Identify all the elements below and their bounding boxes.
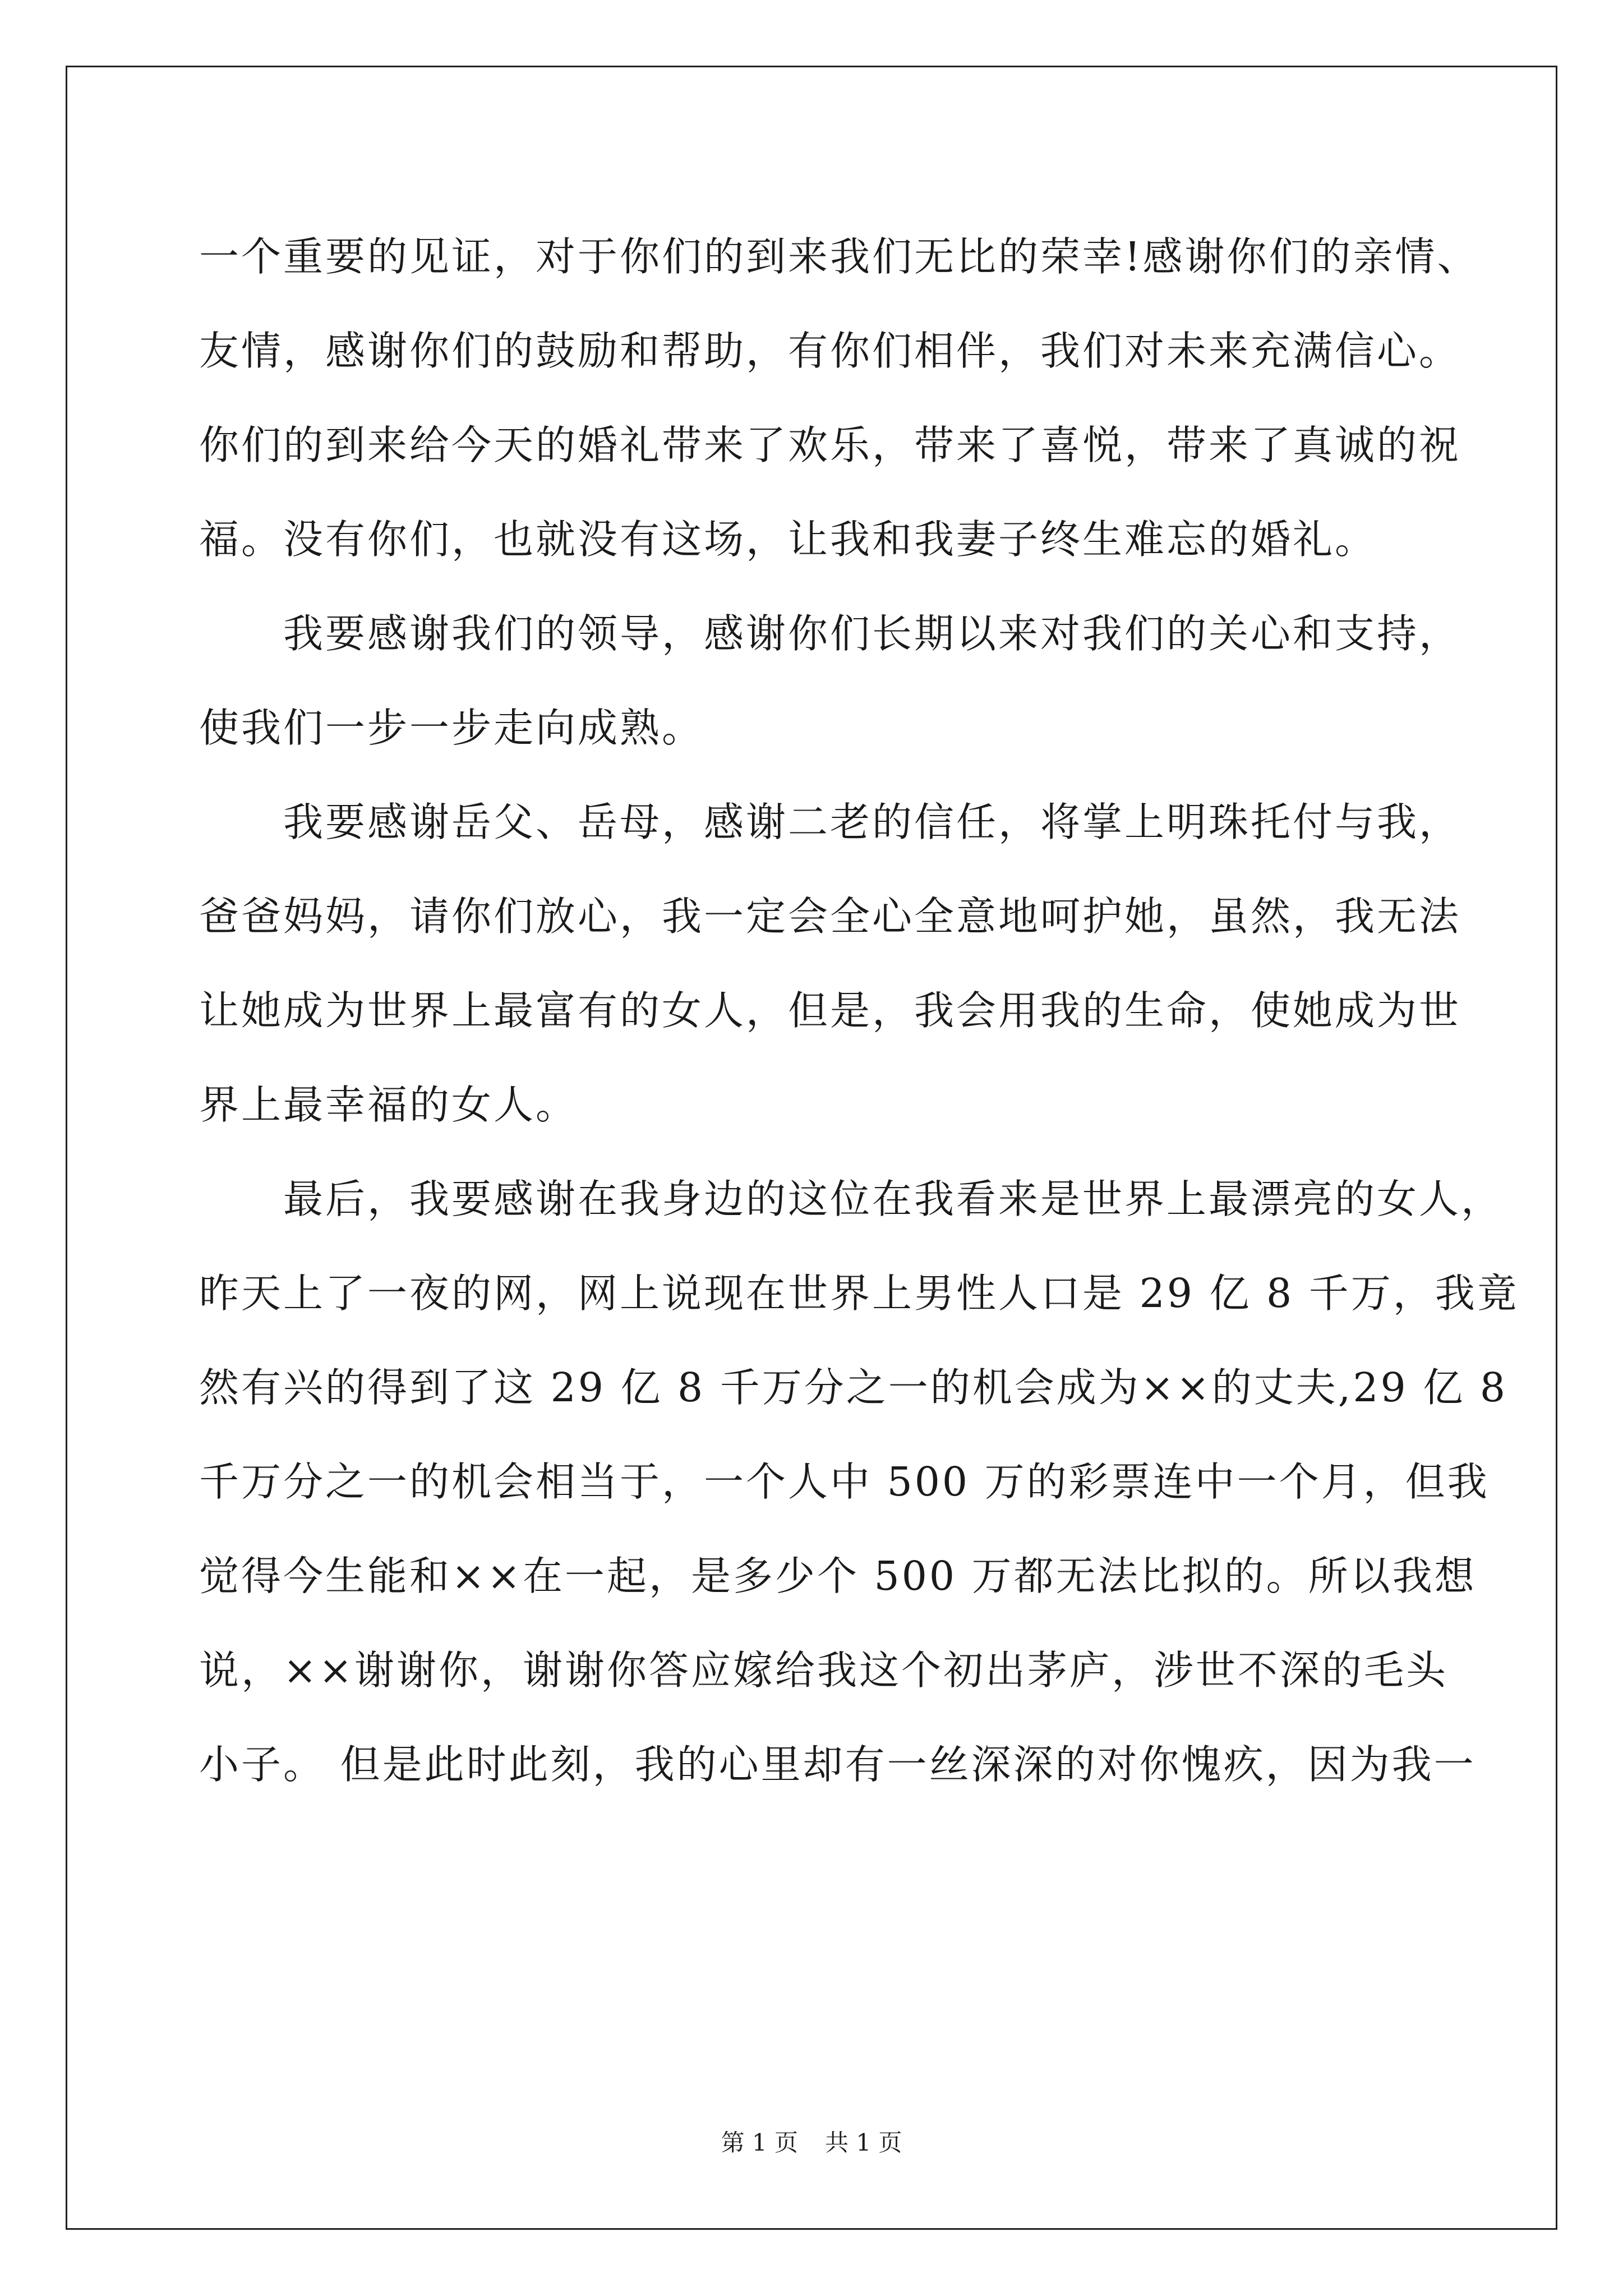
text-line: 然有兴的得到了这 29 亿 8 千万分之一的机会成为××的丈夫,29 亿 8 xyxy=(199,1364,1507,1411)
text-line: 友情，感谢你们的鼓励和帮助，有你们相伴，我们对未来充满信心。 xyxy=(199,328,1461,374)
text-line: 界上最幸福的女人。 xyxy=(199,1082,578,1128)
text-line: 昨天上了一夜的网，网上说现在世界上男性人口是 29 亿 8 千万，我竟 xyxy=(199,1270,1519,1317)
document-body xyxy=(199,210,1519,1812)
paragraph-first-line: 我要感谢岳父、岳母，感谢二老的信任，将掌上明珠托付与我， xyxy=(283,799,1461,845)
text-line: 说，××谢谢你，谢谢你答应嫁给我这个初出茅庐，涉世不深的毛头 xyxy=(199,1647,1448,1694)
text-line: 让她成为世界上最富有的女人，但是，我会用我的生命，使她成为世 xyxy=(199,987,1461,1034)
text-line: 一个重要的见证，对于你们的到来我们无比的荣幸!感谢你们的亲情、 xyxy=(199,233,1479,280)
page-number: 第 1 页 xyxy=(721,2129,798,2156)
text-line: 千万分之一的机会相当于，一个人中 500 万的彩票连中一个月，但我 xyxy=(199,1458,1490,1505)
text-line: 爸爸妈妈，请你们放心，我一定会全心全意地呵护她，虽然，我无法 xyxy=(199,893,1461,940)
paragraph-first-line: 我要感谢我们的领导，感谢你们长期以来对我们的关心和支持， xyxy=(283,610,1461,657)
text-line: 觉得今生能和××在一起，是多少个 500 万都无法比拟的。所以我想 xyxy=(199,1553,1477,1599)
page-total: 共 1 页 xyxy=(825,2129,902,2156)
paragraph-first-line: 最后，我要感谢在我身边的这位在我看来是世界上最漂亮的女人， xyxy=(283,1176,1504,1222)
text-line: 使我们一步一步走向成熟。 xyxy=(199,705,704,751)
page-footer xyxy=(0,2126,1623,2160)
text-line: 福。没有你们，也就没有这场，让我和我妻子终生难忘的婚礼。 xyxy=(199,516,1377,563)
text-line: 小子。 但是此时此刻，我的心里却有一丝深深的对你愧疚，因为我一 xyxy=(199,1741,1476,1788)
text-line: 你们的到来给今天的婚礼带来了欢乐，带来了喜悦，带来了真诚的祝 xyxy=(199,422,1461,468)
